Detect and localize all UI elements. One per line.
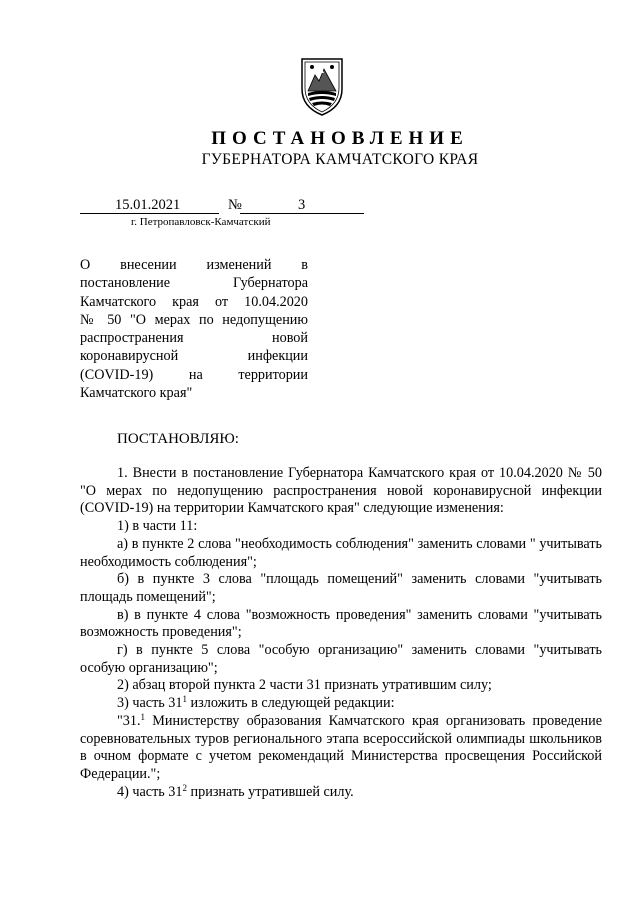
paragraph-3: а) в пункте 2 слова "необходимость соблюдения" заменить словами " учитывать необходимость соблюдения"; xyxy=(80,535,602,570)
document-subject xyxy=(80,256,308,402)
subject-line: Камчатского края" xyxy=(80,385,193,402)
number-underline xyxy=(240,213,364,214)
paragraph-9-text-end: Министерству образования Камчатского края организовать проведение соревновательных туров регионального этапа всероссийской олимпиады школьников в очном формате с учетом рекомендаций Министерства просвещения Российской Федерации."; xyxy=(80,712,602,782)
date-underline xyxy=(80,213,219,214)
document-number: 3 xyxy=(298,197,306,213)
paragraph-4: б) в пункте 3 слова "площадь помещений" заменить словами "учитывать площадь помещений"; xyxy=(80,571,602,605)
superscript: 2 xyxy=(182,782,187,793)
paragraph-2: 1) в части 11: xyxy=(117,518,198,535)
document-city: г. Петропавловск-Камчатский xyxy=(131,216,271,228)
kamchatka-coat-of-arms xyxy=(298,55,346,117)
paragraph-9 xyxy=(80,713,602,784)
superscript: 1 xyxy=(182,694,187,705)
document-date: 15.01.2021 xyxy=(115,197,181,213)
superscript: 1 xyxy=(140,711,146,722)
subject-line: постановление Губернатора xyxy=(80,275,308,292)
paragraph-5: в) в пункте 4 слова "возможность проведения" заменить словами "учитывать возможность проведения"; xyxy=(80,606,602,641)
paragraph-10 xyxy=(80,784,602,802)
subject-line: распространения новой xyxy=(80,330,308,347)
paragraph-7: 2) абзац второй пункта 2 части 31 признать утратившим силу; xyxy=(117,677,492,694)
paragraph-8-text: 3) часть 31 xyxy=(117,695,183,712)
subject-line: О внесении изменений в xyxy=(80,257,308,273)
document-body xyxy=(80,465,602,801)
document-title: ПОСТАНОВЛЕНИЕ xyxy=(211,128,469,149)
paragraph-8 xyxy=(80,695,602,713)
paragraph-6: г) в пункте 5 слова "особую организацию" заменить словами "учитывать особую организацию"; xyxy=(80,642,602,676)
number-sign: № xyxy=(228,197,242,213)
decree-heading: ПОСТАНОВЛЯЮ: xyxy=(117,431,239,447)
paragraph-10-text: 4) часть 31 xyxy=(117,783,183,800)
subject-line: (COVID-19) на территории xyxy=(80,366,308,383)
paragraph-1: 1. Внести в постановление Губернатора Камчатского края от 10.04.2020 № 50 "О мерах по недопущению распространения новой коронавирусной инфекции (COVID-19) на территории Камчатского края" следующие изменения: xyxy=(80,465,602,517)
paragraph-10-text-end: признать утратившей силу. xyxy=(187,783,354,800)
document-subtitle: ГУБЕРНАТОРА КАМЧАТСКОГО КРАЯ xyxy=(201,151,479,168)
subject-line: коронавирусной инфекции xyxy=(80,348,308,365)
subject-line: Камчатского края от 10.04.2020 xyxy=(80,293,308,310)
paragraph-8-text-end: изложить в следующей редакции: xyxy=(187,695,395,712)
subject-line: № 50 "О мерах по недопущению xyxy=(80,311,308,328)
paragraph-9-text: "31. xyxy=(117,712,141,729)
